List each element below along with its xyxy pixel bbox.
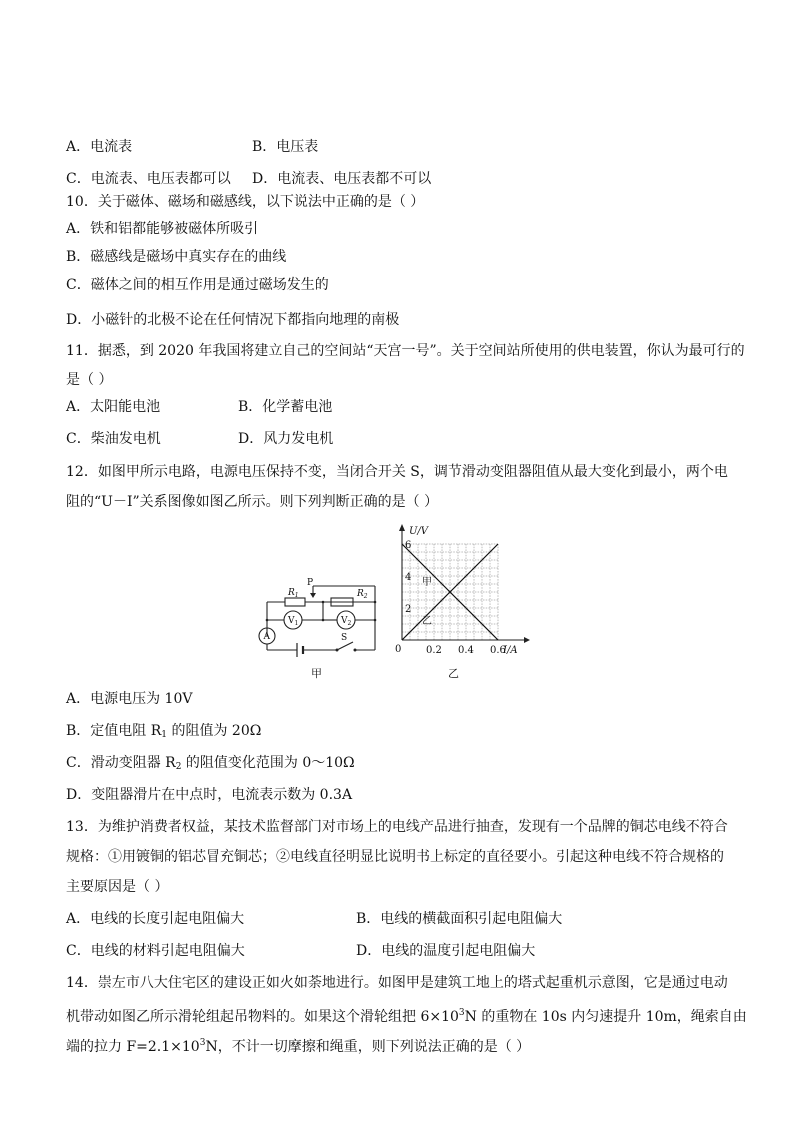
q10-option-d: D．小磁针的北极不论在任何情况下都指向地理的南极 — [66, 312, 400, 328]
q9-option-b: B．电压表 — [252, 139, 319, 155]
q13-option-b: B．电线的横截面积引起电阻偏大 — [356, 911, 563, 927]
x-axis-arrow — [524, 637, 530, 643]
x-axis-label: I/A — [503, 645, 518, 656]
q12-option-a: A．电源电压为 10V — [66, 691, 193, 707]
q13-stem-line2: 规格：①用镀铜的铝芯冒充铜芯；②电线直径明显比说明书上标定的直径要小。引起这种电线不符合规格的 — [66, 849, 724, 865]
x-tick-label: 0.4 — [458, 645, 474, 656]
series-label-yi: 乙 — [422, 616, 432, 627]
q14-stem-line1: 14．崇左市八大住宅区的建设正如火如荼地进行。如图甲是建筑工地上的塔式起重机示意图，它是通过电动 — [66, 975, 728, 991]
q13-stem-line1: 13．为维护消费者权益，某技术监督部门对市场上的电线产品进行抽查，发现有一个品牌的铜芯电线不符合 — [66, 819, 728, 835]
q14-stem-line2: 机带动如图乙所示滑轮组起吊物料的。如果这个滑轮组把 $6\times 10^3N$ 的重物在 10s 内匀速提升 10m，绳索自由 — [66, 1008, 747, 1025]
ammeter-label: A — [263, 632, 270, 642]
q14-stem-line3: 端的拉力 $F=2.1\times 10^3N$，不计一切摩擦和绳重，则下列说法正确的是（ ） — [66, 1038, 531, 1055]
q9-option-c: C．电流表、电压表都可以 — [66, 171, 231, 187]
q11-option-d: D．风力发电机 — [238, 431, 334, 447]
v1-label: V — [288, 616, 295, 626]
q13-stem-line3: 主要原因是（ ） — [66, 879, 169, 895]
q11-stem-line2: 是（ ） — [66, 372, 113, 388]
q10-stem: 10．关于磁体、磁场和磁感线，以下说法中正确的是（ ） — [66, 194, 425, 210]
origin-label: 0 — [395, 644, 402, 655]
slider-arrow — [310, 593, 316, 598]
q11-option-a: A．太阳能电池 — [66, 399, 161, 415]
svg-text:R1: $R_1$ — [288, 588, 299, 599]
q11-stem-line1: 11．据悉，到 2020 年我国将建立自己的空间站“天宫一号”。关于空间站所使用的供电装置，你认为最可行的 — [66, 343, 745, 359]
y-axis-label: U/V — [409, 526, 429, 537]
q12-stem-line1: 12．如图甲所示电路，电源电压保持不变，当闭合开关 S，调节滑动变阻器阻值从最大变化到最小，两个电 — [66, 464, 728, 480]
q9-option-d: D．电流表、电压表都不可以 — [252, 171, 432, 187]
ui-graph — [392, 522, 532, 682]
q10-option-a: A．铁和铝都能够被磁体所吸引 — [66, 221, 259, 237]
series-label-jia: 甲 — [422, 577, 432, 588]
x-tick-label: 0.6 — [490, 645, 506, 656]
r1-label: R — [288, 588, 295, 598]
y-tick-label: 6 — [405, 540, 412, 551]
q11-option-b: B．化学蓄电池 — [238, 399, 333, 415]
r2-label: R — [357, 589, 364, 599]
q10-option-b: B．磁感线是磁场中真实存在的曲线 — [66, 249, 287, 265]
q13-option-a: A．电线的长度引起电阻偏大 — [66, 911, 245, 927]
y-tick-label: 2 — [405, 604, 412, 615]
graph-caption: 乙 — [448, 667, 459, 680]
v2-label: V — [341, 616, 348, 626]
y-axis-arrow — [399, 524, 405, 531]
x-tick-label: 0.2 — [426, 645, 442, 656]
circuit-diagram — [255, 578, 390, 683]
svg-text:V2: $V_2$ — [341, 616, 352, 627]
q12-option-c: C．滑动变阻器 $R_2$ 的阻值变化范围为 0～10Ω — [66, 755, 355, 772]
circuit-caption: 甲 — [311, 667, 322, 680]
y-tick-label: 4 — [405, 572, 412, 583]
q9-option-a: A．电流表 — [66, 139, 133, 155]
slider-p-label: P — [307, 578, 314, 588]
q12-option-d: D．变阻器滑片在中点时，电流表示数为 0.3A — [66, 787, 353, 803]
q12-stem-line2: 阻的“U－I”关系图像如图乙所示。则下列判断正确的是（ ） — [66, 494, 439, 510]
q13-option-c: C．电线的材料引起电阻偏大 — [66, 943, 245, 959]
svg-text:R2: $R_2$ — [357, 589, 368, 600]
resistor-r1 — [285, 598, 305, 606]
svg-text:V1: $V_1$ — [288, 616, 299, 627]
q12-option-b: B．定值电阻 $R_1$ 的阻值为 20Ω — [66, 723, 262, 740]
q13-option-d: D．电线的温度引起电阻偏大 — [356, 943, 536, 959]
switch-s-label: S — [341, 633, 348, 643]
q10-option-c: C．磁体之间的相互作用是通过磁场发生的 — [66, 277, 329, 293]
q11-option-c: C．柴油发电机 — [66, 431, 161, 447]
